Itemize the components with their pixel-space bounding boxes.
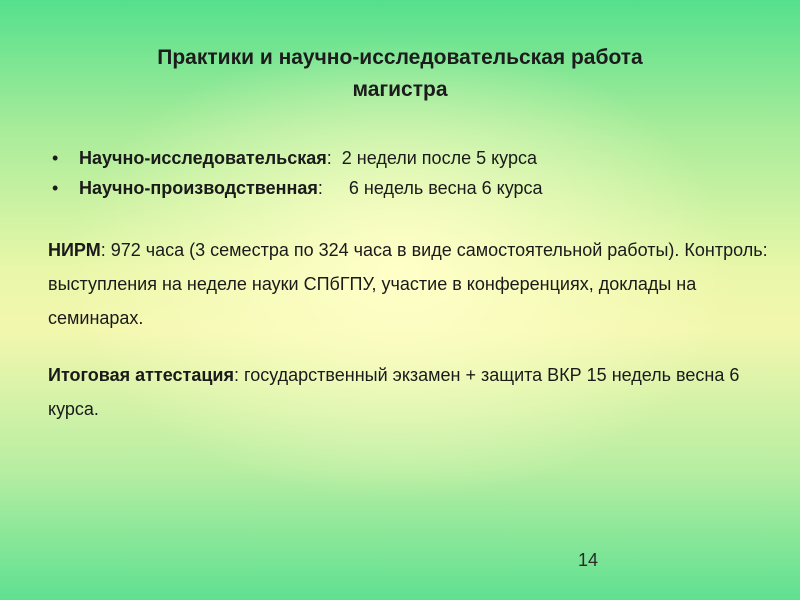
practice-separator: : xyxy=(317,178,323,198)
nirm-text: 972 часа (3 семестра по 324 часа в виде самостоятельной работы). Контроль: выступления на неделе науки СПбГПУ, участие в конференциях, доклады на семинарах. xyxy=(48,240,768,328)
nirm-paragraph xyxy=(48,233,768,335)
attestation-paragraph xyxy=(48,358,768,426)
practice-term: Научно-производственная xyxy=(79,178,318,198)
nirm-term: НИРМ xyxy=(48,240,101,260)
practice-list xyxy=(48,143,768,203)
attestation-separator: : xyxy=(234,365,240,385)
practice-separator: : xyxy=(326,148,332,168)
practice-description: 6 недель весна 6 курса xyxy=(348,178,543,198)
bullet-icon: • xyxy=(52,178,59,198)
title-line-1: Практики и научно-исследовательская работа xyxy=(157,46,643,69)
practice-description: 2 недели после 5 курса xyxy=(341,148,537,168)
attestation-term: Итоговая аттестация xyxy=(48,365,234,385)
list-item-production-practice xyxy=(48,173,768,203)
title-line-2: магистра xyxy=(352,78,448,101)
bullet-icon: • xyxy=(52,148,59,168)
attestation-text: государственный экзамен + защита ВКР 15 недель весна 6 курса. xyxy=(48,365,740,419)
practice-term: Научно-исследовательская xyxy=(79,148,327,168)
slide-title xyxy=(60,42,740,106)
list-item-research-practice xyxy=(48,143,768,173)
page-number: 14 xyxy=(578,550,599,570)
nirm-separator: : xyxy=(100,240,106,260)
